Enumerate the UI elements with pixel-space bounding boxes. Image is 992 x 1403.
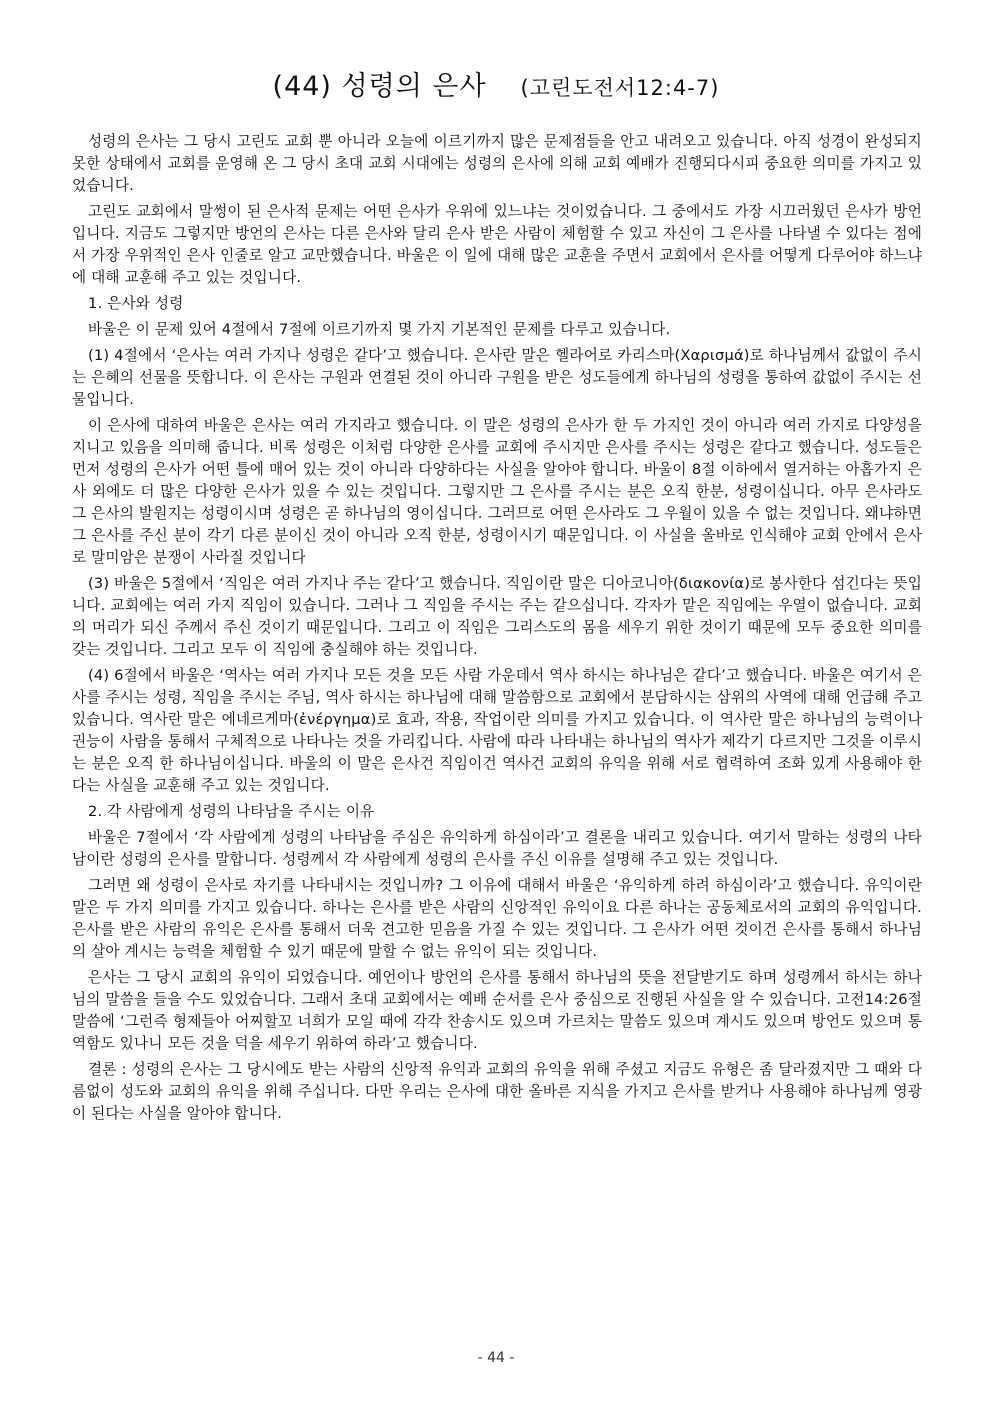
page-number: - 44 - [477, 1350, 515, 1366]
body-text [72, 131, 922, 1129]
paragraph-section2-intro: 바울은 7절에서 ‘각 사람에게 성령의 나타남을 주심은 유익하게 하심이라’고 결론을 내리고 있습니다. 여기서 말하는 성령의 나타남이란 성령의 은사를 말합니다. 성령께서 각 사람에게 성령의 은사를 주신 이유를 설명해 주고 있는 것입니다. [72, 829, 922, 868]
paragraph-variety-of-gifts: 이 은사에 대하여 바울은 은사는 여러 가지라고 했습니다. 이 말은 성령의 은사가 한 두 가지인 것이 아니라 여러 가지로 다양성을 지니고 있음을 의미해 줍니다. 비록 성령은 이처럼 다양한 은사를 교회에 주시지만 은사를 주시는 성령은 같다고 했습니다. 성도들은 먼저 성령의 은사가 어떤 틀에 매어 있는 것이 아니라 다양하다는 사실을 알아야 합니다. 바울이 8절 이하에서 열거하는 아홉가지 은사 외에도 더 많은 다양한 은사가 있을 수 있는 것입니다. 그렇지만 그 은사를 주시는 분은 오직 한분, 성령이십니다. 아무 은사라도 그 은사의 발원지는 성령이시며 성령은 곧 하나님의 영이십니다. 그러므로 어떤 은사라도 그 우월이 있을 수 없는 것입니다. 왜냐하면 그 은사를 주신 분이 각기 다른 분이신 것이 아니라 오직 한분, 성령이시기 때문입니다. 이 사실을 올바로 인식해야 교회 안에서 은사로 말미암은 분쟁이 사라질 것입니다 [72, 417, 922, 566]
section-heading-1: 1. 은사와 성령 [88, 295, 184, 312]
paragraph-point-1: (1) 4절에서 ‘은사는 여러 가지나 성령은 같다’고 했습니다. 은사란 말은 헬라어로 카리스마(Χαρισμά)로 하나님께서 값없이 주시는 은혜의 선물을 뜻합니다. 이 은사는 구원과 연결된 것이 아니라 구원을 받은 성도들에게 하나님의 성령을 통하여 값없이 주시는 선물입니다. [72, 347, 922, 408]
paragraph-point-3: (3) 바울은 5절에서 ‘직임은 여러 가지나 주는 같다’고 했습니다. 직임이란 말은 디아코니아(διακονία)로 봉사한다 섬긴다는 뜻입니다. 교회에는 여러 가지 직임이 있습니다. 그러나 그 직임을 주시는 주는 같으십니다. 각자가 맡은 직임에는 우열이 없습니다. 교회의 머리가 되신 주께서 주신 것이기 때문입니다. 그리고 이 직임은 그리스도의 몸을 세우기 위한 것이기 때문에 모두 중요한 의미를 갖는 것입니다. 그리고 모두 이 직임에 충실해야 하는 것입니다. [72, 575, 922, 658]
section-heading-2: 2. 각 사람에게 성령의 나타남을 주시는 이유 [88, 803, 375, 820]
title-main: (44) 성령의 은사 [272, 71, 487, 102]
paragraph-section1-intro: 바울은 이 문제 있어 4절에서 7절에 이르기까지 몇 가지 기본적인 문제를 다루고 있습니다. [88, 321, 671, 338]
paragraph-benefit: 그러면 왜 성령이 은사로 자기를 나타내시는 것입니까? 그 이유에 대해서 바울은 ‘유익하게 하려 하심이라’고 했습니다. 유익이란 말은 두 가지 의미를 가지고 있습니다. 하나는 은사를 받은 사람의 신앙적인 유익이요 다른 하나는 공동체로서의 교회의 유익입니다. 은사를 받은 사람의 유익은 은사를 통해서 더욱 견고한 믿음을 가질 수 있는 것입니다. 그 은사가 어떤 것이건 은사를 통해서 하나님의 살아 계시는 능력을 체험할 수 있기 때문에 말할 수 없는 유익이 되는 것입니다. [72, 877, 922, 960]
paragraph-conclusion: 결론 : 성령의 은사는 그 당시에도 받는 사람의 신앙적 유익과 교회의 유익을 위해 주셨고 지금도 유형은 좀 달라졌지만 그 때와 다름없이 성도와 교회의 유익을 위해 주십니다. 다만 우리는 은사에 대한 올바른 지식을 가지고 은사를 받거나 사용해야 하나님께 영광이 된다는 사실을 알아야 합니다. [72, 1061, 922, 1122]
title-scripture-reference: (고린도전서12:4-7) [520, 76, 720, 100]
sermon-title [0, 64, 992, 103]
paragraph-corinth-problem: 고린도 교회에서 말썽이 된 은사적 문제는 어떤 은사가 우위에 있느냐는 것이었습니다. 그 중에서도 가장 시끄러웠던 은사가 방언입니다. 지금도 그렇지만 방언의 은사는 다른 은사와 달리 은사 받은 사람이 체험할 수 있고 자신이 그 은사를 나타낼 수 있다는 점에서 가장 우위적인 은사 인줄로 알고 교만했습니다. 바울은 이 일에 대해 많은 교훈을 주면서 교회에서 은사를 어떻게 다루어야 하느냐에 대해 교훈해 주고 있는 것입니다. [72, 203, 922, 286]
paragraph-church-benefit: 은사는 그 당시 교회의 유익이 되었습니다. 예언이나 방언의 은사를 통해서 하나님의 뜻을 전달받기도 하며 성령께서 하시는 하나님의 말씀을 들을 수도 있었습니다. 그래서 초대 교회에서는 예배 순서를 은사 중심으로 진행된 사실을 알 수 있습니다. 고전14:26절 말씀에 ‘그런즉 형제들아 어찌할꼬 너희가 모일 때에 각각 찬송시도 있으며 가르치는 말씀도 있으며 계시도 있으며 방언도 있으며 통역함도 있나니 모든 것을 덕을 세우기 위하여 하라’고 했습니다. [72, 969, 922, 1052]
paragraph-point-4: (4) 6절에서 바울은 ‘역사는 여러 가지나 모든 것을 모든 사람 가운데서 역사 하시는 하나님은 같다’고 했습니다. 바울은 여기서 은사를 주시는 성령, 직임을 주시는 주님, 역사 하시는 하나님에 대해 말씀함으로 교회에서 분담하시는 삼위의 사역에 대해 언급해 주고 있습니다. 역사란 말은 에네르게마(ἐνέργημα)로 효과, 작용, 작업이란 의미를 가지고 있습니다. 이 역사란 말은 하나님의 능력이나 권능이 사람을 통해서 구체적으로 나타나는 것을 가리킵니다. 사람에 따라 나타내는 하나님의 역사가 제각기 다르지만 그것을 이루시는 분은 오직 한 하나님이십니다. 바울의 이 말은 은사건 직임이건 역사건 교회의 유익을 위해 서로 협력하여 조화 있게 사용해야 한다는 사실을 교훈해 주고 있는 것입니다. [72, 667, 922, 794]
paragraph-intro: 성령의 은사는 그 당시 고린도 교회 뿐 아니라 오늘에 이르기까지 많은 문제점들을 안고 내려오고 있습니다. 아직 성경이 완성되지 못한 상태에서 교회를 운영해 온 그 당시 초대 교회 시대에는 성령의 은사에 의해 교회 예배가 진행되다시피 중요한 의미를 가지고 있었습니다. [72, 133, 922, 194]
